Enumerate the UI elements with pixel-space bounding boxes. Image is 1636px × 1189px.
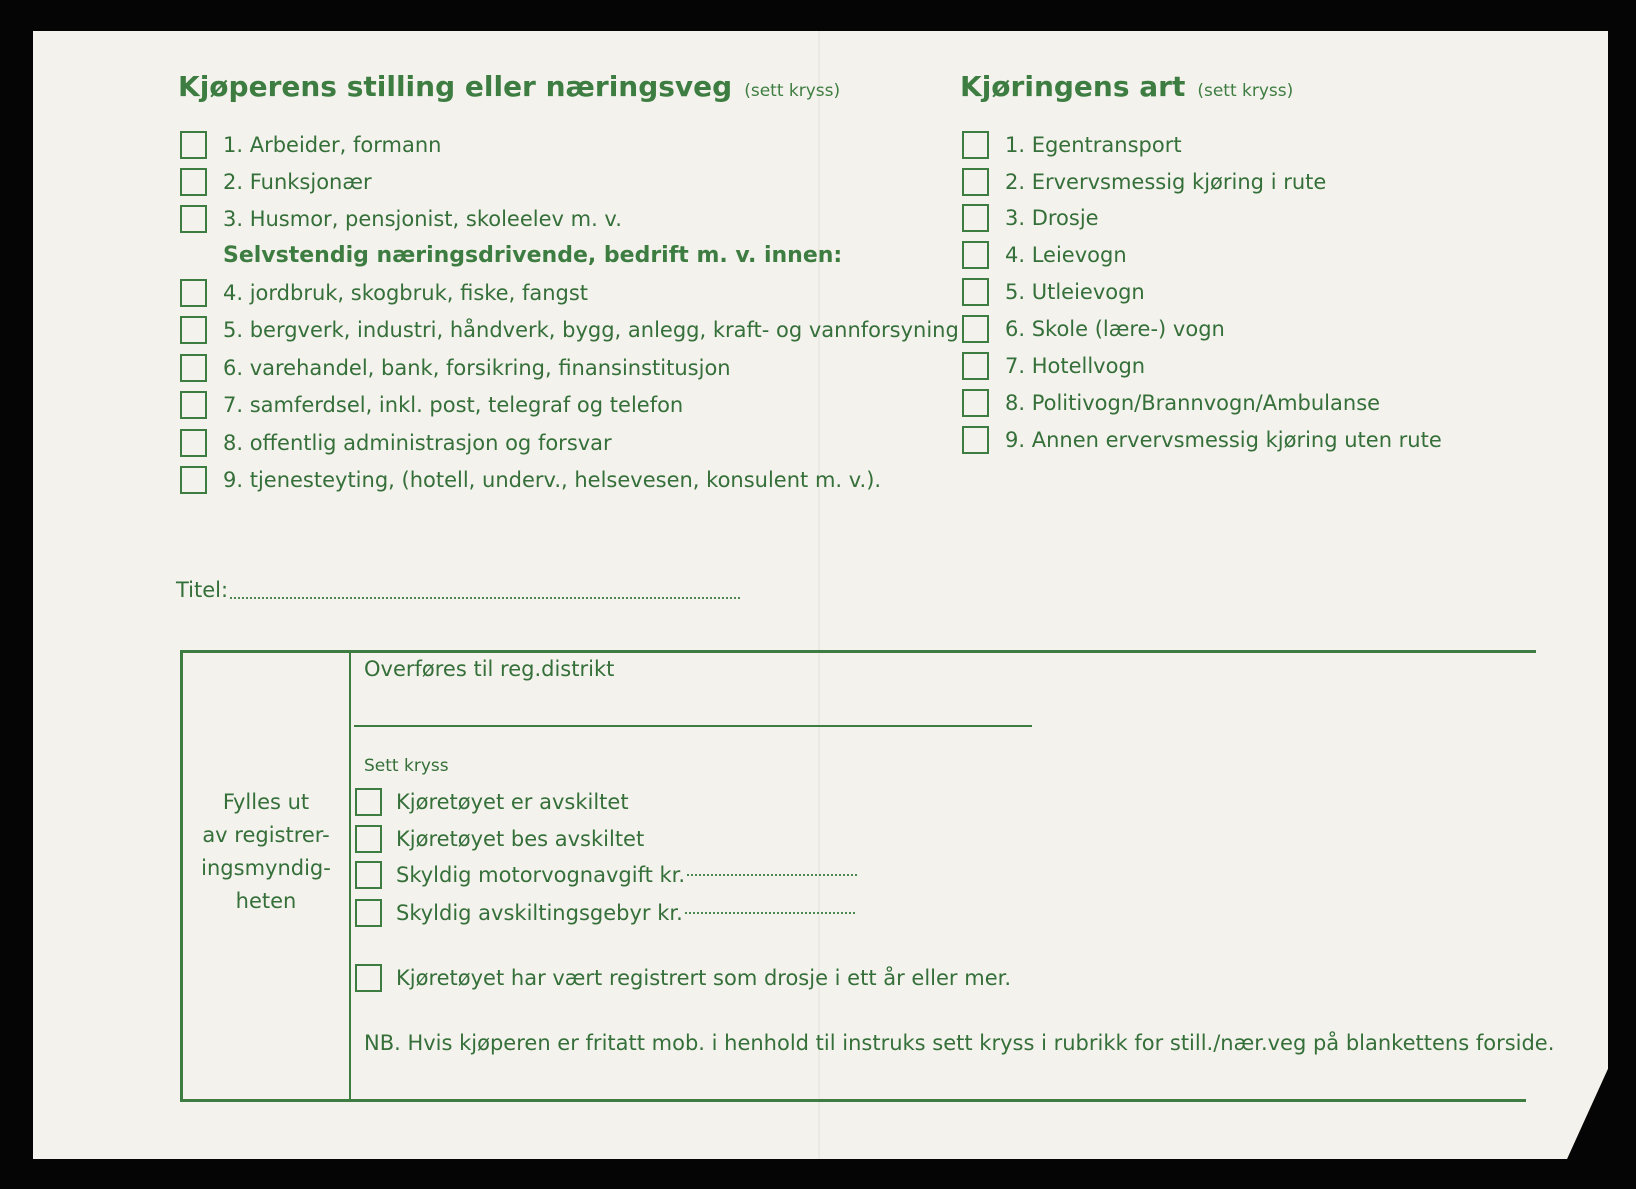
occupation-option-8[interactable] <box>180 426 612 460</box>
sett-kryss-label: Sett kryss <box>364 756 449 776</box>
occupation-option-7[interactable] <box>180 388 683 422</box>
buyer-occupation-hint: (sett kryss) <box>744 81 841 101</box>
check-label: Kjøretøyet bes avskiltet <box>396 827 645 851</box>
check-label: Skyldig avskiltingsgebyr kr. <box>396 901 683 925</box>
checkbox[interactable] <box>962 426 989 454</box>
driving-option-8[interactable] <box>962 386 1380 420</box>
transfer-district-label: Overføres til reg.distrikt <box>364 657 615 681</box>
driving-option-9[interactable] <box>962 423 1442 457</box>
transfer-district-line[interactable] <box>354 725 1032 727</box>
side-line: ingsmyndig- <box>201 856 331 880</box>
buyer-occupation-title: Kjøperens stilling eller næringsveg <box>178 70 733 103</box>
checkbox[interactable] <box>180 429 207 457</box>
option-label: 9. tjenesteyting, (hotell, underv., helsevesen, konsulent m. v.). <box>223 468 882 492</box>
check-deregistered[interactable] <box>355 785 629 819</box>
checkbox[interactable] <box>355 825 382 853</box>
checkbox[interactable] <box>180 168 207 196</box>
checkbox[interactable] <box>355 899 382 927</box>
option-label: 5. Utleievogn <box>1005 280 1145 304</box>
checkbox[interactable] <box>180 354 207 382</box>
option-label: 2. Ervervsmessig kjøring i rute <box>1005 170 1327 194</box>
checkbox[interactable] <box>180 466 207 494</box>
option-label: 3. Drosje <box>1005 206 1099 230</box>
title-label: Titel: <box>176 578 229 602</box>
option-label: 4. Leievogn <box>1005 243 1127 267</box>
occupation-option-5[interactable] <box>180 313 959 347</box>
box-top-border <box>180 650 1536 653</box>
checkbox[interactable] <box>962 315 989 343</box>
option-label: 4. jordbruk, skogbruk, fiske, fangst <box>223 281 589 305</box>
title-field[interactable] <box>176 578 740 602</box>
checkbox[interactable] <box>962 168 989 196</box>
driving-option-5[interactable] <box>962 275 1145 309</box>
option-label: 7. Hotellvogn <box>1005 354 1146 378</box>
checkbox[interactable] <box>962 241 989 269</box>
checkbox[interactable] <box>962 131 989 159</box>
check-label: Skyldig motorvognavgift kr. <box>396 863 686 887</box>
check-label: Kjøretøyet har vært registrert som drosje i ett år eller mer. <box>396 966 1011 990</box>
driving-type-heading <box>960 70 1293 103</box>
check-vehicle-tax[interactable] <box>355 858 857 892</box>
checkbox[interactable] <box>180 316 207 344</box>
box-divider <box>349 652 351 1100</box>
driving-option-7[interactable] <box>962 349 1145 383</box>
check-plate-fee[interactable] <box>355 896 855 930</box>
checkbox[interactable] <box>355 788 382 816</box>
occupation-option-2[interactable] <box>180 165 372 199</box>
occupation-option-9[interactable] <box>180 463 881 497</box>
driving-option-2[interactable] <box>962 165 1326 199</box>
occupation-option-1[interactable] <box>180 128 441 162</box>
driving-type-hint: (sett kryss) <box>1197 81 1294 101</box>
option-label: 9. Annen ervervsmessig kjøring uten rute <box>1005 428 1442 452</box>
option-label: 7. samferdsel, inkl. post, telegraf og telefon <box>223 393 684 417</box>
side-line: heten <box>235 889 297 913</box>
option-label: 1. Egentransport <box>1005 133 1182 157</box>
occupation-option-3[interactable] <box>180 202 622 236</box>
check-request-deregister[interactable] <box>355 822 644 856</box>
checkbox[interactable] <box>355 861 382 889</box>
option-label: 2. Funksjonær <box>223 170 372 194</box>
side-line: Fylles ut <box>222 790 310 814</box>
amount-dotted-line[interactable] <box>685 912 855 914</box>
side-line: av registrer- <box>202 823 330 847</box>
option-label: 3. Husmor, pensjonist, skoleelev m. v. <box>223 207 622 231</box>
option-label: 6. varehandel, bank, forsikring, finansinstitusjon <box>223 356 731 380</box>
checkbox[interactable] <box>180 131 207 159</box>
option-label: 5. bergverk, industri, håndverk, bygg, anlegg, kraft- og vannforsyning <box>223 318 959 342</box>
option-label: 8. offentlig administrasjon og forsvar <box>223 431 612 455</box>
checkbox[interactable] <box>962 389 989 417</box>
option-label: 6. Skole (lære-) vogn <box>1005 317 1225 341</box>
self-employed-subheading: Selvstendig næringsdrivende, bedrift m. v. innen: <box>223 243 843 268</box>
title-dotted-line[interactable] <box>230 597 740 599</box>
check-label: Kjøretøyet er avskiltet <box>396 790 629 814</box>
buyer-occupation-heading <box>178 70 840 103</box>
driving-option-1[interactable] <box>962 128 1182 162</box>
checkbox[interactable] <box>355 964 382 992</box>
occupation-option-6[interactable] <box>180 351 731 385</box>
checkbox[interactable] <box>180 205 207 233</box>
option-label: 1. Arbeider, formann <box>223 133 442 157</box>
amount-dotted-line[interactable] <box>687 874 857 876</box>
box-bottom-border <box>180 1099 1526 1102</box>
checkbox[interactable] <box>180 279 207 307</box>
checkbox[interactable] <box>180 391 207 419</box>
option-label: 8. Politivogn/Brannvogn/Ambulanse <box>1005 391 1381 415</box>
registration-authority-note <box>186 786 346 918</box>
check-drosje-year[interactable] <box>355 961 1011 995</box>
checkbox[interactable] <box>962 204 989 232</box>
nb-note: NB. Hvis kjøperen er fritatt mob. i henhold til instruks sett kryss i rubrikk for still./nær.veg på blankettens forside. <box>364 1031 1555 1055</box>
box-left-border <box>180 650 183 1102</box>
occupation-option-4[interactable] <box>180 276 588 310</box>
driving-option-3[interactable] <box>962 201 1099 235</box>
checkbox[interactable] <box>962 278 989 306</box>
driving-option-6[interactable] <box>962 312 1225 346</box>
driving-option-4[interactable] <box>962 238 1127 272</box>
driving-type-title: Kjøringens art <box>960 70 1186 103</box>
checkbox[interactable] <box>962 352 989 380</box>
